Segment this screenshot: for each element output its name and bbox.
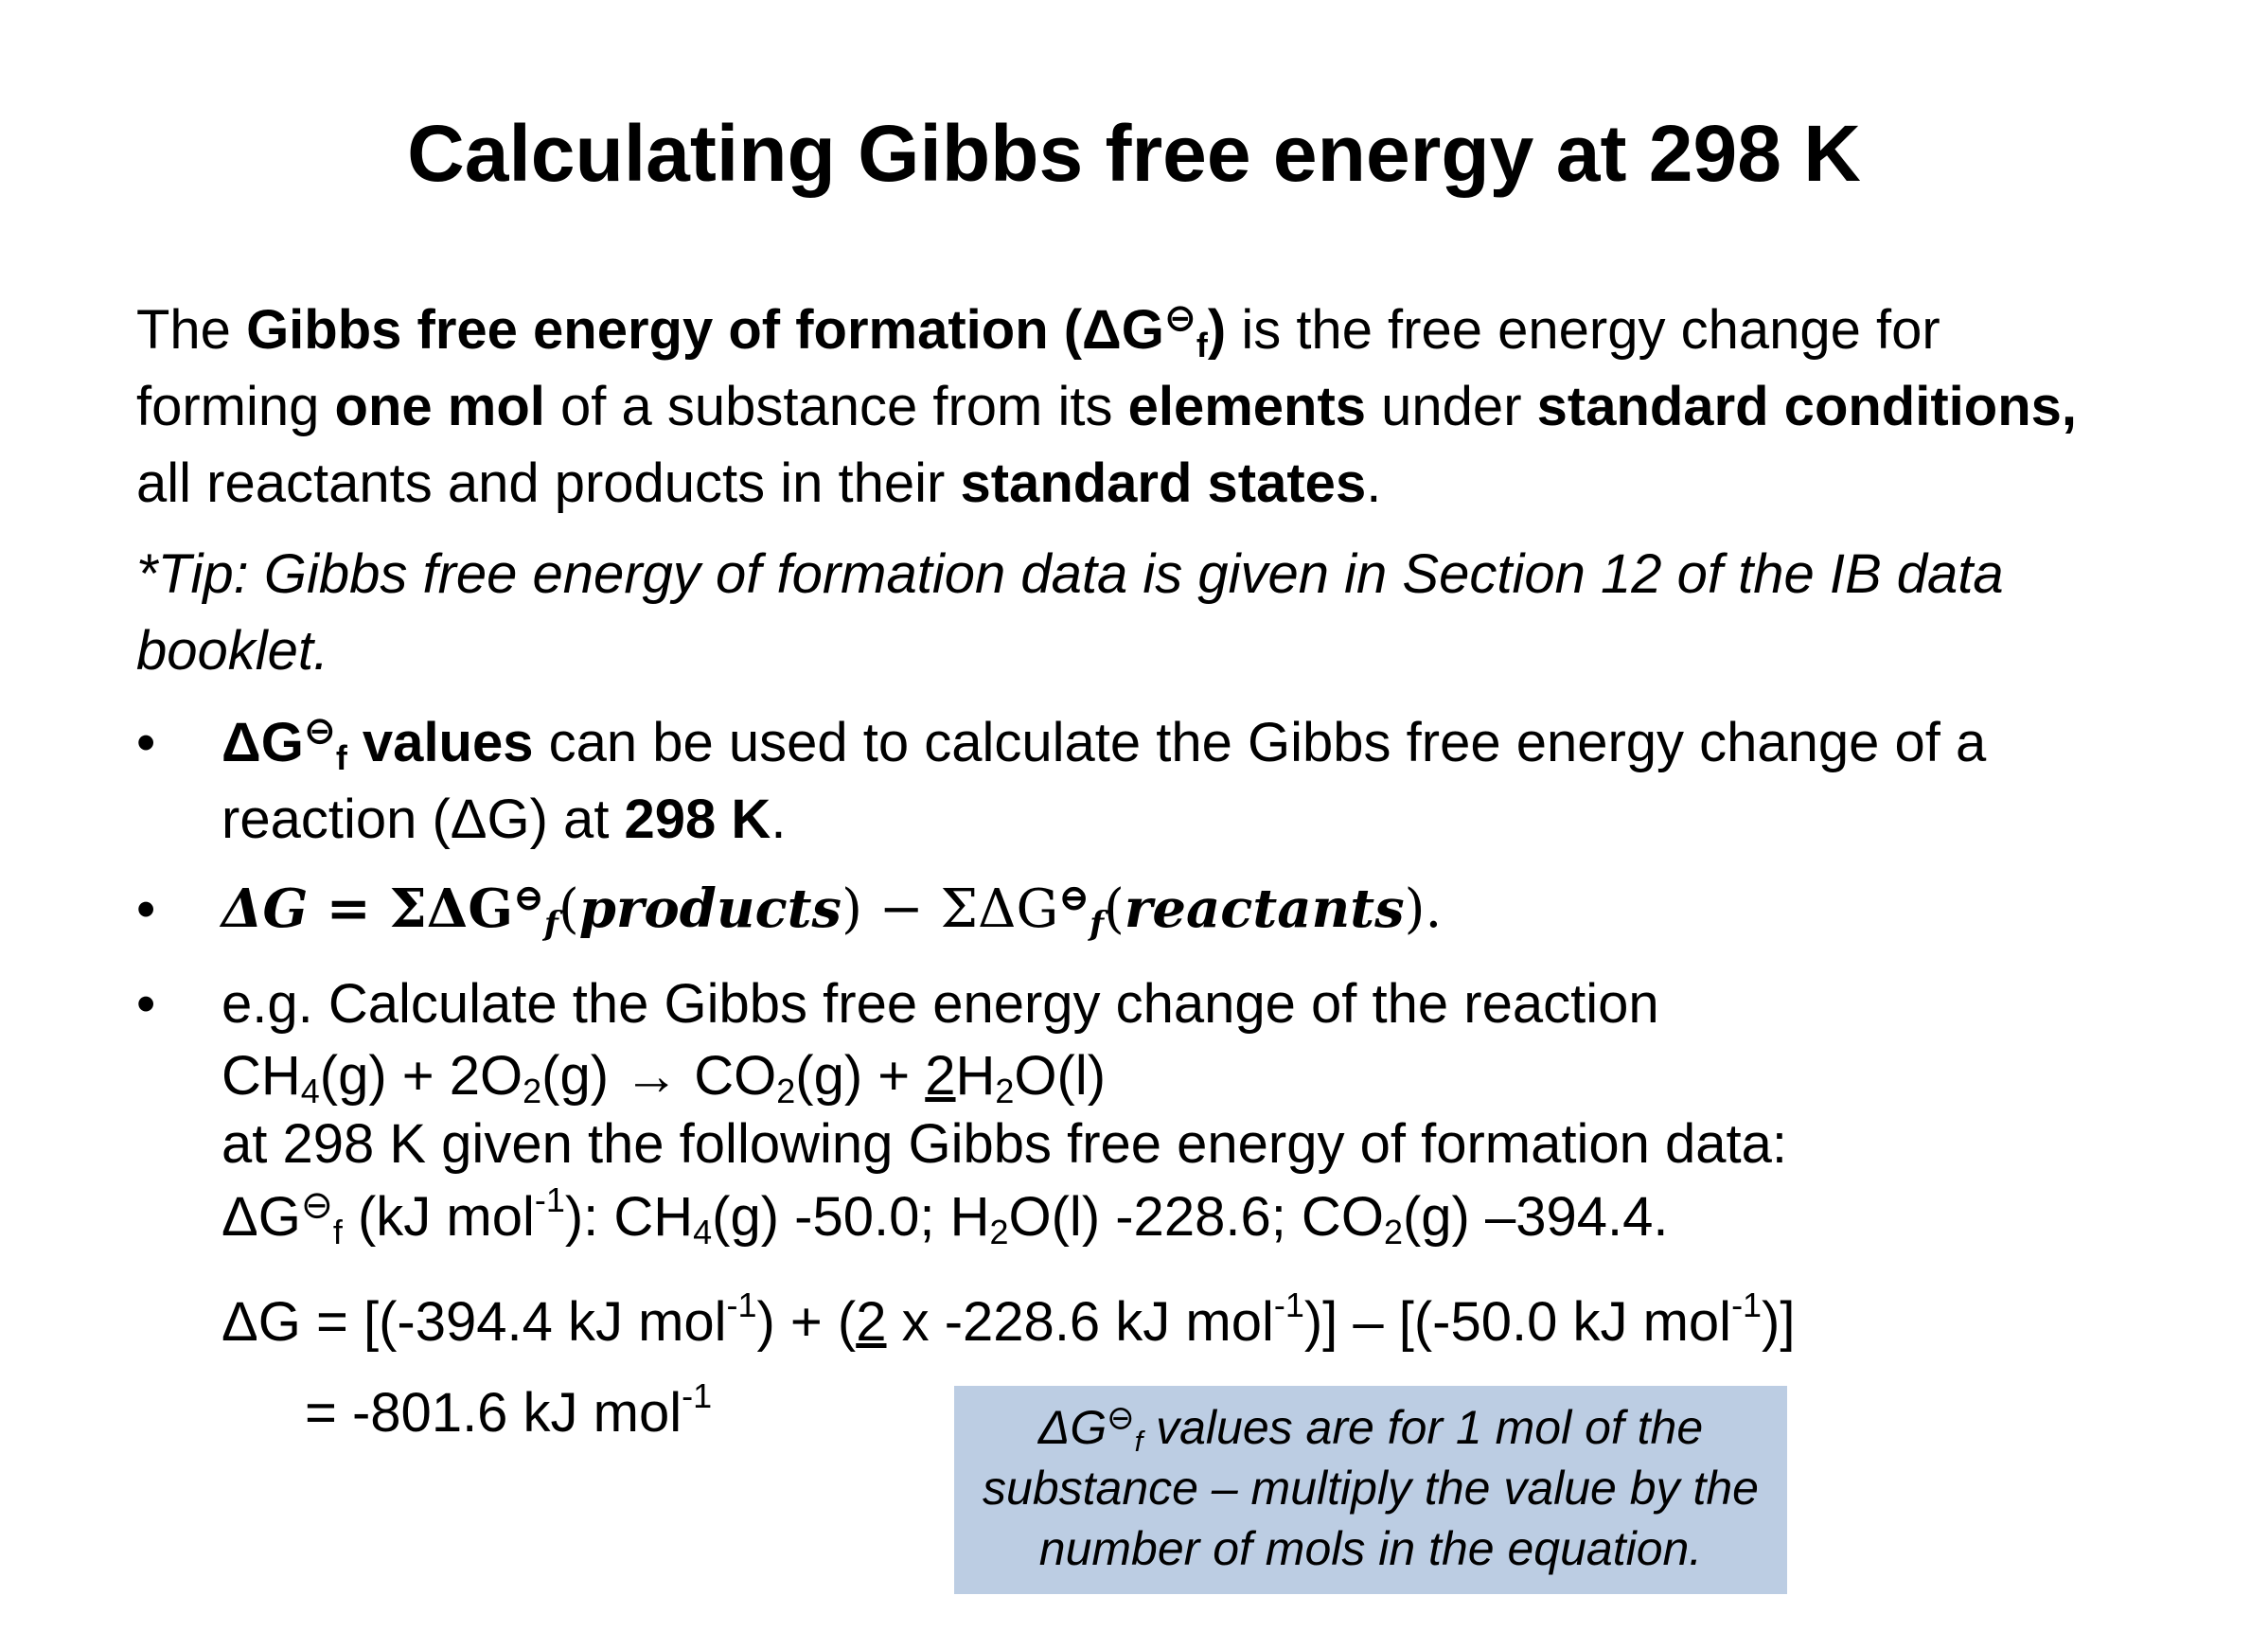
intro-line-3: all reactants and products in their standard states. (136, 452, 1382, 514)
intro-bold-standard-conditions: standard conditions, (1536, 376, 2077, 437)
example-data-line: $\Delta G^⊖_f$ (kJ mol$^{-1}$): $CH_4(g)$ -50.0; $H_2O(l)$ -228.6; $CO_2(g)$ –394.4. (221, 1179, 1669, 1251)
tip-line-1: *Tip: Gibbs free energy of formation data is given in Section 12 of the IB data (136, 543, 2004, 605)
bullet-marker-2: • (136, 878, 156, 940)
note-line-2: substance – multiply the value by the (983, 1462, 1759, 1515)
bullet-1-line-1: $\Delta G^⊖_f$ values can be used to calculate the Gibbs free energy change of a (221, 708, 1987, 777)
intro-line-1 (136, 292, 2200, 368)
bullet-1 (221, 704, 1986, 858)
calculation-line: ΔG = [(-394.4 kJ mol$^{-1}$) + (2 x -228.6 kJ mol$^{-1}$)] – [(-50.0 kJ mol$^{-1}$)] (221, 1285, 1796, 1353)
gibbs-formula: $\Delta G = \Sigma\Delta G^⊖_f(products)$ − $\Sigma\Delta G^⊖_f(reactants)$. (221, 876, 1443, 944)
formula-products: products (578, 878, 842, 940)
bullet-2-formula (221, 871, 1442, 948)
intro-bold-term: Gibbs free energy of formation $(\Delta G^⊖_f)$ (246, 295, 1227, 364)
example-equation: $CH_4(g) + 2O_2(g) \to CO_2(g) + 2H_2O(l)$ (221, 1045, 1107, 1110)
calculation-result: = -801.6 kJ mol$^{-1}$ (305, 1375, 713, 1444)
example-line-1: e.g. Calculate the Gibbs free energy change of the reaction (221, 973, 1659, 1035)
intro-paragraph (136, 292, 2200, 522)
bullet-marker-1: • (136, 712, 156, 773)
intro-bold-standard-states: standard states (960, 452, 1367, 514)
intro-line-2: forming one mol of a substance from its elements under standard conditions, (136, 376, 2077, 437)
intro-bold-elements: elements (1127, 376, 1367, 437)
page-title: Calculating Gibbs free energy at 298 K (407, 109, 1861, 198)
formula-reactants: reactants (1124, 878, 1405, 940)
bullet-3-example (221, 966, 1787, 1255)
intro-bold-one-mol: one mol (334, 376, 545, 437)
tip-line-2: booklet. (136, 620, 329, 682)
intro-text: is the free energy change for (1226, 299, 1940, 361)
note-line-1: $\Delta G^⊖_f$ values are for 1 mol of the (1037, 1399, 1704, 1458)
note-line-3: number of mols in the equation. (1038, 1522, 1703, 1575)
bullet-marker-3: • (136, 973, 156, 1035)
intro-text: The (136, 299, 247, 361)
note-callout (954, 1386, 1787, 1594)
bullet-1-line-2: reaction (ΔG) at 298 K. (221, 789, 787, 850)
example-line-3: at 298 K given the following Gibbs free energy of formation data: (221, 1113, 1787, 1175)
tip-paragraph (136, 536, 2200, 689)
